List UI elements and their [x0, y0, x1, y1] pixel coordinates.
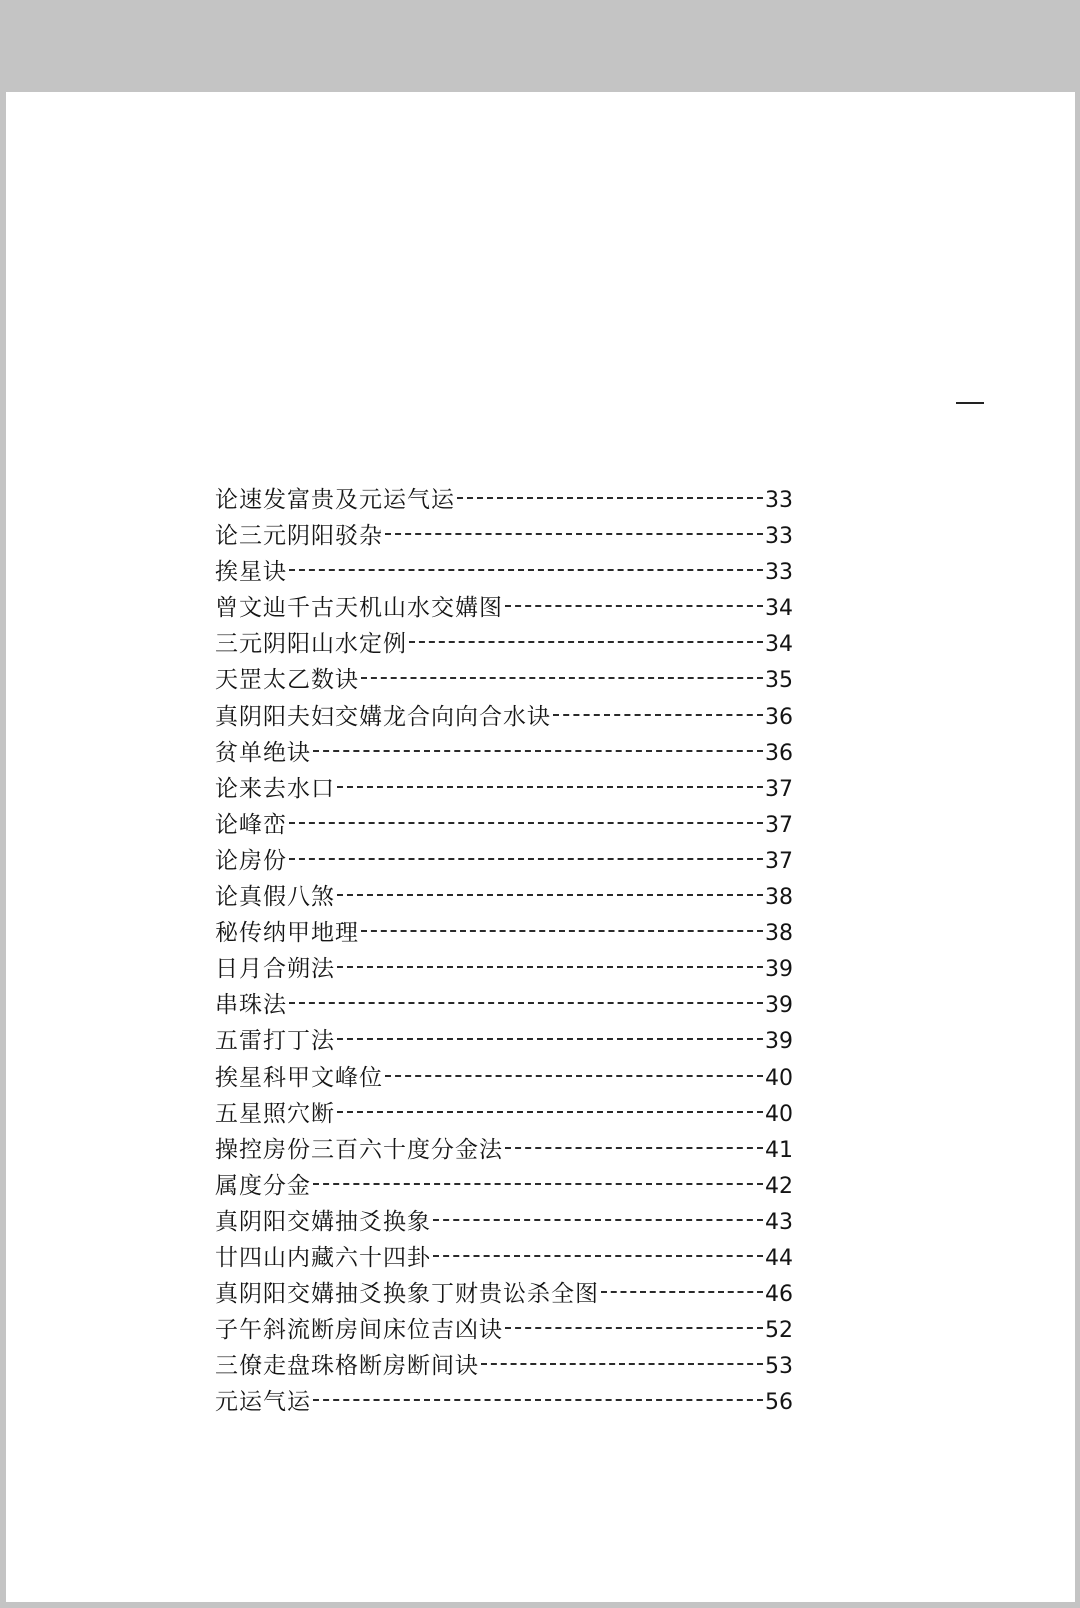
toc-entry: [215, 1312, 793, 1348]
toc-page-number: 34: [765, 632, 793, 658]
toc-entry: [215, 843, 793, 879]
toc-dot-leader: [289, 822, 763, 824]
toc-entry: [215, 1060, 793, 1096]
toc-dot-leader: [385, 1075, 763, 1077]
toc-entry-title: 论峰峦: [215, 811, 287, 838]
toc-entry: [215, 554, 793, 590]
toc-entry-title: 秘传纳甲地理: [215, 920, 359, 947]
toc-entry: [215, 1240, 793, 1276]
toc-dot-leader: [433, 1219, 763, 1221]
toc-dot-leader: [337, 786, 763, 788]
toc-entry: [215, 951, 793, 987]
toc-page-number: 36: [765, 740, 793, 766]
toc-page-number: 38: [765, 921, 793, 947]
toc-page-number: 33: [765, 560, 793, 586]
toc-entry-title: 三元阴阳山水定例: [215, 631, 407, 658]
toc-page-number: 37: [765, 812, 793, 838]
toc-dot-leader: [505, 1147, 763, 1149]
toc-entry: [215, 482, 793, 518]
toc-dot-leader: [289, 858, 763, 860]
toc-page-number: 39: [765, 993, 793, 1019]
toc-entry-title: 五雷打丁法: [215, 1028, 335, 1055]
toc-page-number: 33: [765, 524, 793, 550]
toc-dot-leader: [313, 750, 763, 752]
toc-entry-title: 真阴阳交媾抽爻换象: [215, 1208, 431, 1235]
toc-entry: [215, 590, 793, 626]
toc-page-number: 46: [765, 1282, 793, 1308]
toc-dot-leader: [601, 1291, 763, 1293]
toc-page-number: 44: [765, 1245, 793, 1271]
toc-dot-leader: [289, 569, 763, 571]
toc-dot-leader: [337, 1038, 763, 1040]
toc-entry-title: 论真假八煞: [215, 884, 335, 911]
toc-entry-title: 日月合朔法: [215, 956, 335, 983]
toc-entry-title: 天罡太乙数诀: [215, 667, 359, 694]
toc-dot-leader: [505, 605, 763, 607]
toc-entry-title: 串珠法: [215, 992, 287, 1019]
toc-dot-leader: [505, 1327, 763, 1329]
toc-entry-title: 论速发富贵及元运气运: [215, 487, 455, 513]
toc-page-number: 34: [765, 596, 793, 622]
toc-dot-leader: [361, 930, 763, 932]
toc-page-number: 53: [765, 1354, 793, 1380]
toc-entry-title: 论三元阴阳驳杂: [215, 523, 383, 550]
toc-dot-leader: [481, 1363, 763, 1365]
toc-dot-leader: [313, 1399, 763, 1401]
table-of-contents: [215, 482, 793, 1420]
toc-entry: [215, 1384, 793, 1420]
toc-page-number: 43: [765, 1209, 793, 1235]
toc-dot-leader: [553, 714, 763, 716]
toc-entry: [215, 626, 793, 662]
toc-entry-title: 贫单绝诀: [215, 739, 311, 766]
toc-page-number: 52: [765, 1318, 793, 1344]
toc-dot-leader: [433, 1255, 763, 1257]
toc-entry: [215, 915, 793, 951]
toc-entry-title: 子午斜流断房间床位吉凶诀: [215, 1317, 503, 1344]
toc-page-number: 40: [765, 1101, 793, 1127]
toc-page-number: 41: [765, 1137, 793, 1163]
toc-page-number: 33: [765, 488, 793, 513]
toc-entry: [215, 771, 793, 807]
toc-page-number: 42: [765, 1173, 793, 1199]
toc-entry-title: 属度分金: [215, 1172, 311, 1199]
toc-entry-title: 挨星诀: [215, 559, 287, 586]
toc-entry: [215, 1096, 793, 1132]
toc-dot-leader: [337, 894, 763, 896]
toc-entry-title: 真阴阳交媾抽爻换象丁财贵讼杀全图: [215, 1281, 599, 1308]
toc-entry: [215, 1348, 793, 1384]
toc-dot-leader: [337, 966, 763, 968]
toc-entry: [215, 1132, 793, 1168]
toc-entry: [215, 1276, 793, 1312]
toc-entry-title: 论房份: [215, 847, 287, 874]
toc-entry: [215, 1204, 793, 1240]
toc-dot-leader: [361, 677, 763, 679]
toc-dot-leader: [409, 641, 763, 643]
toc-entry-title: 五星照穴断: [215, 1100, 335, 1127]
toc-dot-leader: [457, 497, 763, 499]
toc-page-number: 40: [765, 1065, 793, 1091]
toc-entry: [215, 807, 793, 843]
toc-dot-leader: [289, 1002, 763, 1004]
toc-entry: [215, 735, 793, 771]
toc-entry: [215, 879, 793, 915]
toc-entry-title: 论来去水口: [215, 775, 335, 802]
toc-entry: [215, 662, 793, 698]
toc-entry-title: 元运气运: [215, 1389, 311, 1416]
toc-entry-title: 真阴阳夫妇交媾龙合向向合水诀: [215, 703, 551, 730]
toc-page-number: 37: [765, 776, 793, 802]
toc-page-number: 39: [765, 957, 793, 983]
toc-page-number: 39: [765, 1029, 793, 1055]
toc-dot-leader: [337, 1111, 763, 1113]
toc-dot-leader: [313, 1183, 763, 1185]
toc-entry: [215, 518, 793, 554]
toc-page-number: 38: [765, 885, 793, 911]
toc-entry: [215, 1168, 793, 1204]
toc-page-number: 36: [765, 704, 793, 730]
toc-entry-title: 三僚走盘珠格断房断间诀: [215, 1353, 479, 1380]
toc-entry: [215, 699, 793, 735]
toc-entry-title: 挨星科甲文峰位: [215, 1064, 383, 1091]
page-mark: [956, 402, 984, 404]
toc-dot-leader: [385, 533, 763, 535]
toc-page-number: 35: [765, 668, 793, 694]
toc-page-number: 56: [765, 1390, 793, 1416]
toc-entry: [215, 987, 793, 1023]
toc-entry: [215, 1023, 793, 1059]
toc-entry-title: 曾文辿千古天机山水交媾图: [215, 595, 503, 622]
toc-page-number: 37: [765, 848, 793, 874]
toc-entry-title: 操控房份三百六十度分金法: [215, 1136, 503, 1163]
toc-entry-title: 廿四山内藏六十四卦: [215, 1244, 431, 1271]
